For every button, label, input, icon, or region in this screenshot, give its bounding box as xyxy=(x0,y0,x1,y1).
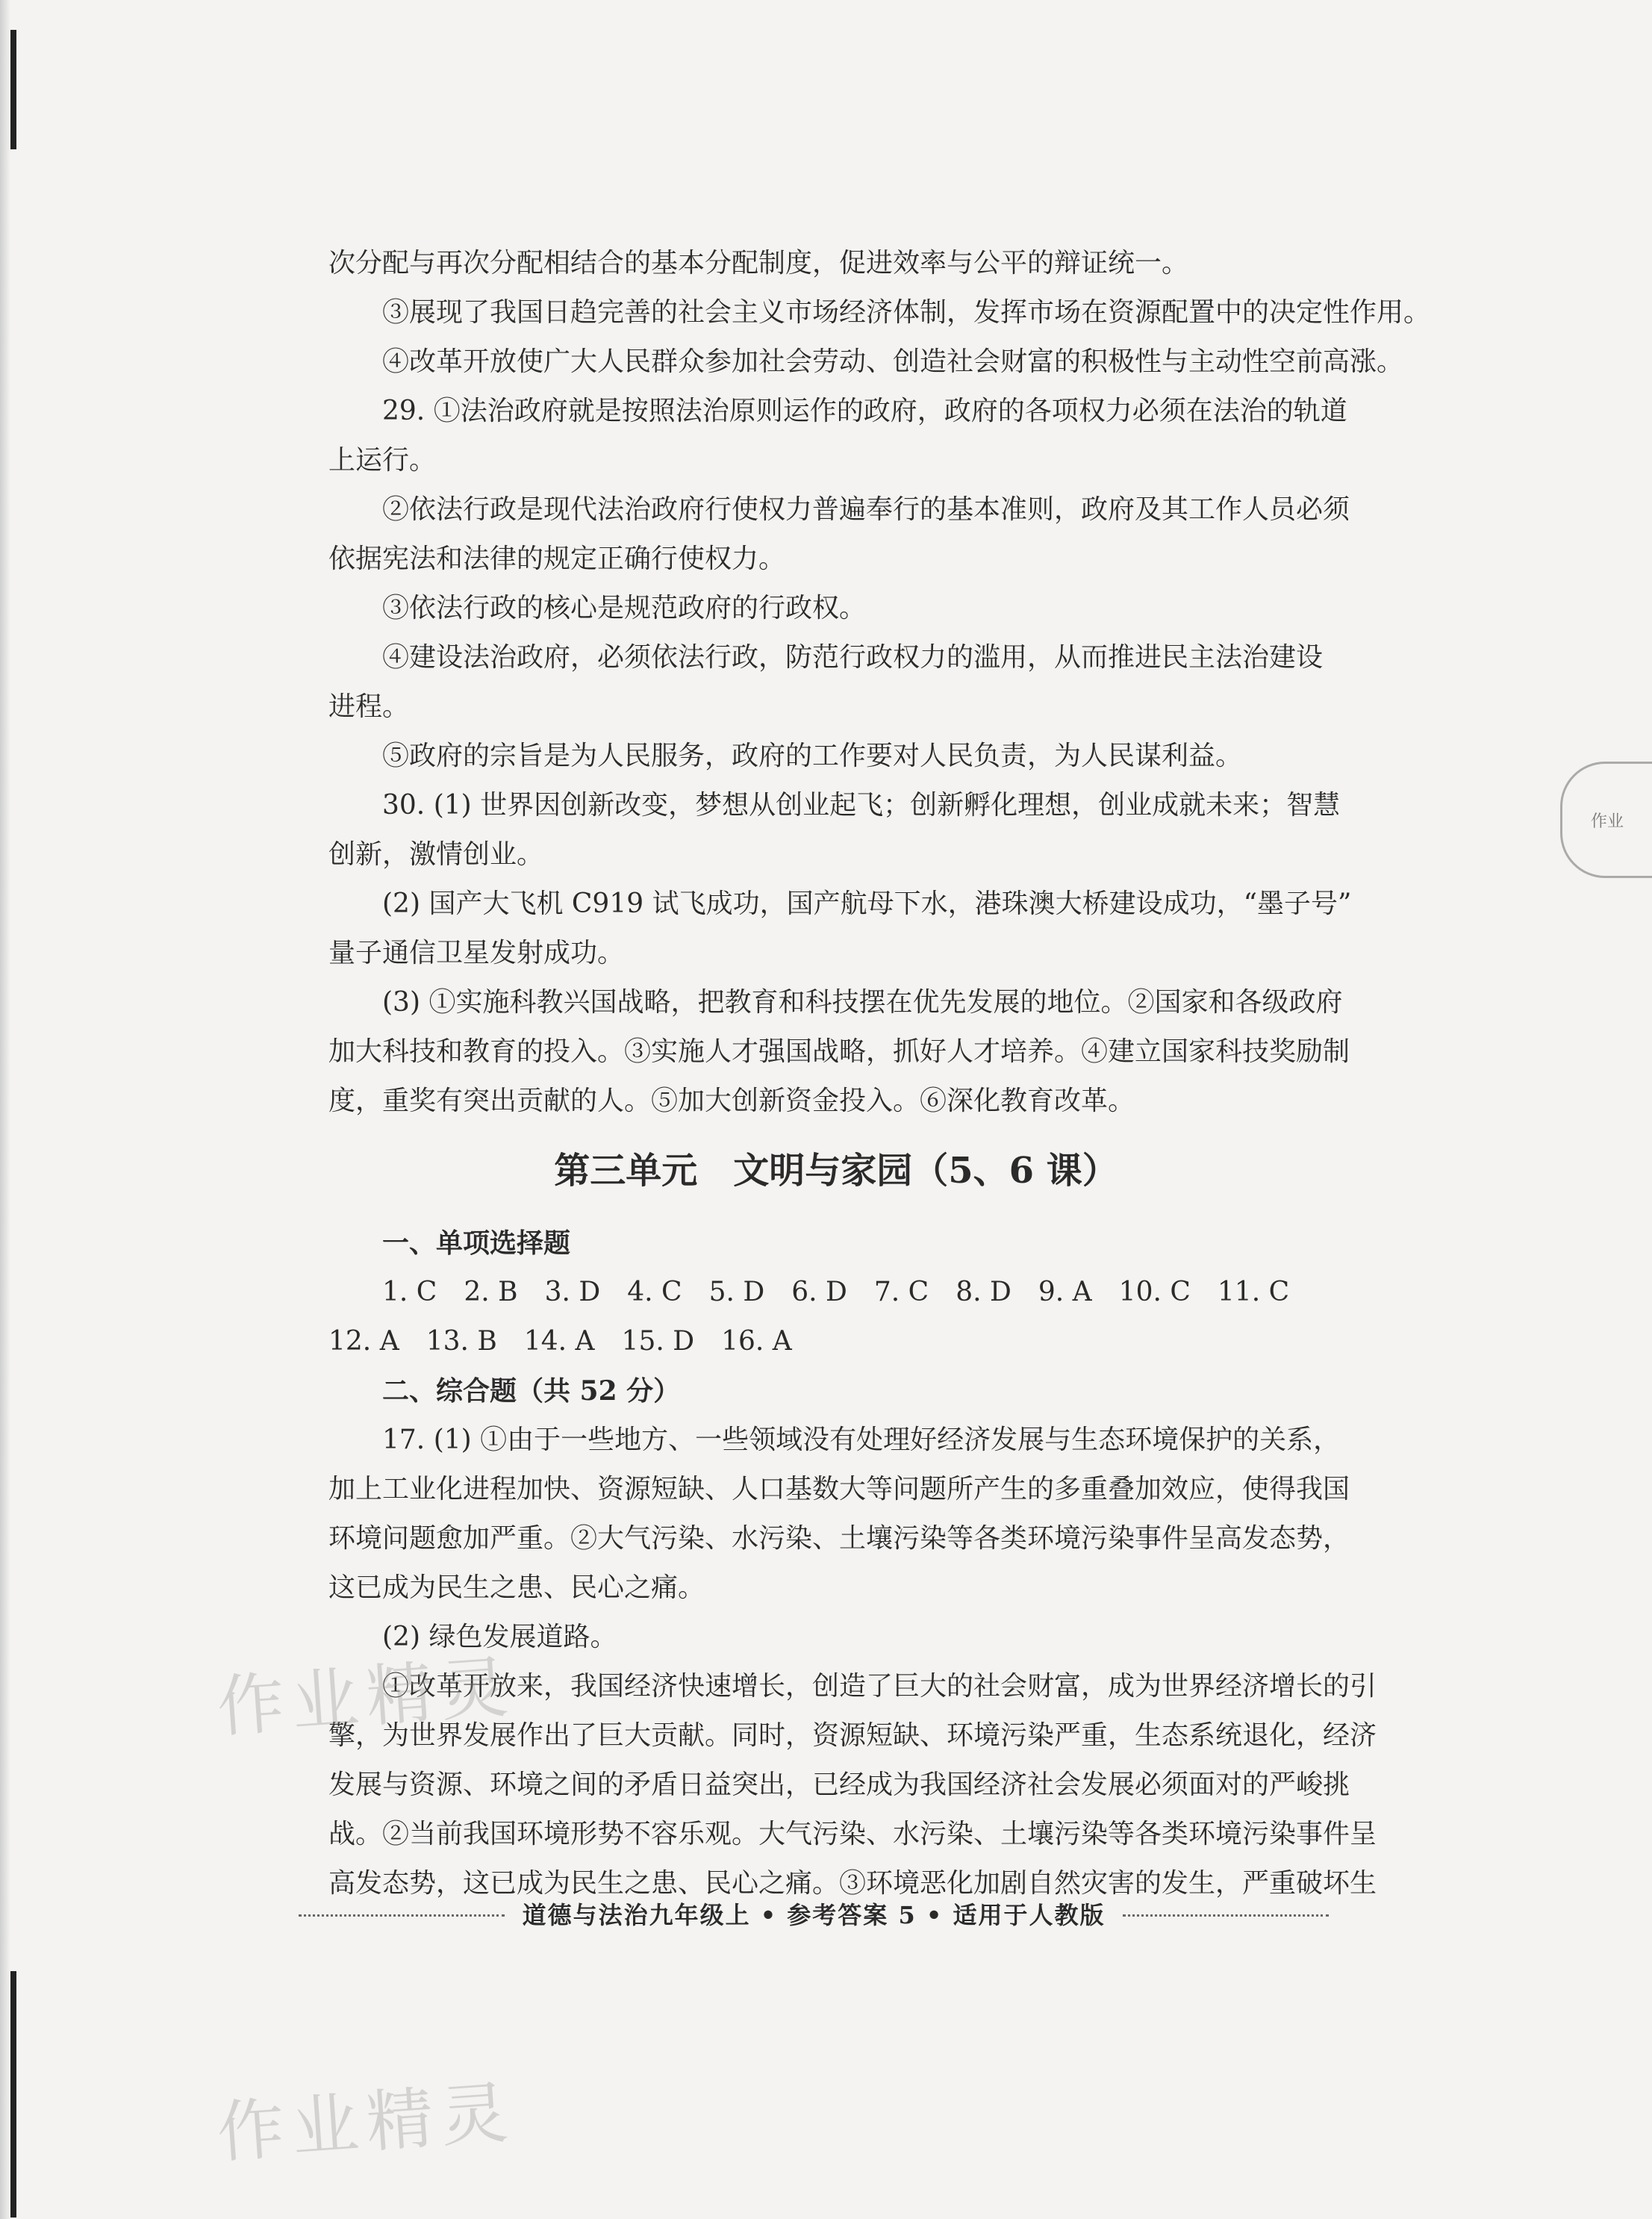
text-line: 发展与资源、环境之间的矛盾日益突出，已经成为我国经济社会发展必须面对的严峻挑 xyxy=(328,1770,1350,1800)
text-line: 度，重奖有突出贡献的人。⑤加大创新资金投入。⑥深化教育改革。 xyxy=(328,1086,1135,1116)
text-line: 这已成为民生之患、民心之痛。 xyxy=(328,1572,705,1603)
text-line: ④建设法治政府，必须依法行政，防范行政权力的滥用，从而推进民主法治建设 xyxy=(382,642,1324,673)
watermark: 作业精灵 xyxy=(214,2073,518,2173)
text-line: 战。②当前我国环境形势不容乐观。大气污染、水污染、土壤污染等各类环境污染事件呈 xyxy=(328,1819,1377,1849)
page-footer xyxy=(299,1896,1329,1931)
section-title-comprehensive: 二、综合题（共 52 分） xyxy=(382,1375,681,1407)
text-line: 加大科技和教育的投入。③实施人才强国战略，抓好人才培养。④建立国家科技奖励制 xyxy=(328,1036,1350,1067)
text-line: ②依法行政是现代法治政府行使权力普遍奉行的基本准则，政府及其工作人员必须 xyxy=(382,494,1350,525)
answer-block-before xyxy=(328,239,1431,1126)
text-line: 依据宪法和法律的规定正确行使权力。 xyxy=(328,544,786,574)
text-line: ④改革开放使广大人民群众参加社会劳动、创造社会财富的积极性与主动性空前高涨。 xyxy=(382,346,1404,377)
text-line: (2) 国产大飞机 C919 试飞成功，国产航母下水，港珠澳大桥建设成功，“墨子号” xyxy=(382,888,1352,919)
text-line: 加上工业化进程加快、资源短缺、人口基数大等问题所产生的多重叠加效应，使得我国 xyxy=(328,1474,1350,1504)
answer-key-line-1: 1. C 2. B 3. D 4. C 5. D 6. D 7. C 8. D 9. A 10. C 11. C xyxy=(382,1277,1290,1307)
text-line: 擎，为世界发展作出了巨大贡献。同时，资源短缺、环境污染严重，生态系统退化，经济 xyxy=(328,1720,1377,1751)
binding-mark xyxy=(10,1971,16,2218)
watermark: 作业精灵 xyxy=(214,1648,518,1747)
footer-dotted-rule xyxy=(1123,1914,1329,1917)
text-line: ③依法行政的核心是规范政府的行政权。 xyxy=(382,593,867,623)
text-line: 量子通信卫星发射成功。 xyxy=(328,938,625,968)
text-line: (2) 绿色发展道路。 xyxy=(382,1622,617,1652)
text-line: ③展现了我国日趋完善的社会主义市场经济体制，发挥市场在资源配置中的决定性作用。 xyxy=(382,297,1431,328)
text-line: ⑤政府的宗旨是为人民服务，政府的工作要对人民负责，为人民谋利益。 xyxy=(382,741,1243,771)
text-line: 上运行。 xyxy=(328,445,437,476)
side-stamp xyxy=(1560,762,1652,878)
footer-dotted-rule xyxy=(299,1914,505,1917)
page-edge xyxy=(0,0,10,2219)
footer-text: 道德与法治九年级上 • 参考答案 5 • 适用于人教版 xyxy=(522,1901,1106,1929)
side-stamp-label: 作业 xyxy=(1590,812,1624,831)
text-line: 17. (1) ①由于一些地方、一些领域没有处理好经济发展与生态环境保护的关系， xyxy=(382,1425,1341,1455)
text-line: 高发态势，这已成为民生之患、民心之痛。③环境恶化加剧自然灾害的发生，严重破坏生 xyxy=(328,1868,1377,1899)
section-title-single-choice: 一、单项选择题 xyxy=(382,1227,571,1259)
text-line: ①改革开放来，我国经济快速增长，创造了巨大的社会财富，成为世界经济增长的引 xyxy=(382,1671,1377,1702)
text-line: (3) ①实施科教兴国战略，把教育和科技摆在优先发展的地位。②国家和各级政府 xyxy=(382,987,1343,1018)
text-line: 30. (1) 世界因创新改变，梦想从创业起飞；创新孵化理想，创业成就未来；智慧 xyxy=(382,790,1341,821)
text-line: 29. ①法治政府就是按照法治原则运作的政府，政府的各项权力必须在法治的轨道 xyxy=(382,396,1347,426)
unit-title: 第三单元 文明与家园（5、6 课） xyxy=(554,1150,1118,1192)
binding-mark xyxy=(10,30,16,149)
text-line: 创新，激情创业。 xyxy=(328,839,544,870)
text-line: 环境问题愈加严重。②大气污染、水污染、土壤污染等各类环境污染事件呈高发态势， xyxy=(328,1523,1350,1554)
answer-key-line-2: 12. A 13. B 14. A 15. D 16. A xyxy=(328,1326,792,1357)
text-line: 进程。 xyxy=(328,691,410,722)
text-line: 次分配与再次分配相结合的基本分配制度，促进效率与公平的辩证统一。 xyxy=(328,248,1189,278)
